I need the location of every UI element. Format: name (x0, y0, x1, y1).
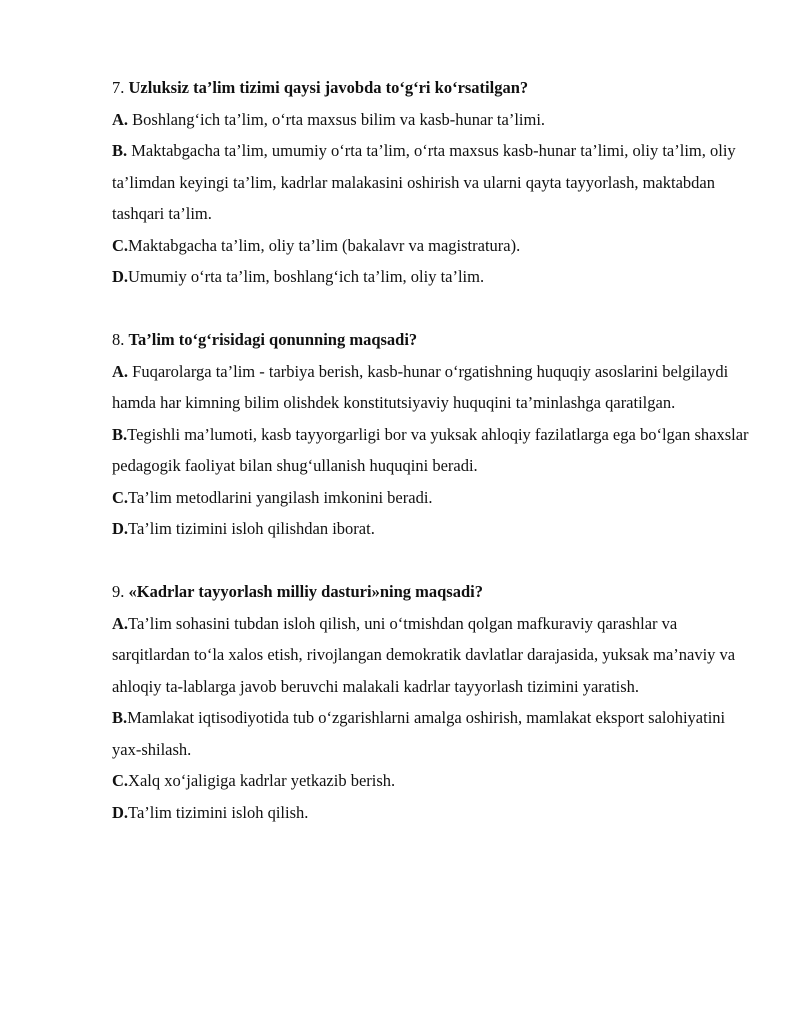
option-letter: A. (112, 361, 129, 381)
option-text: Maktabgacha ta’lim, umumiy o‘rta ta’lim, o‘rta maxsus kasb-hunar ta’limi, oliy ta’lim, oliy ta’limdan keyingi ta’lim, kadrlar malakasini oshirish va ularni qayta tayyorlash, maktabdan tashqari ta’lim. (112, 141, 736, 223)
question-number: 7. (112, 78, 125, 97)
option-letter: B. (112, 708, 128, 727)
question-title (112, 324, 752, 356)
option-text: Boshlang‘ich ta’lim, o‘rta maxsus bilim va kasb-hunar ta’limi. (132, 109, 546, 129)
question-text: Ta’lim to‘g‘risidagi qonunning maqsadi? (128, 330, 418, 349)
spacer (112, 293, 752, 325)
option-letter: B. (112, 424, 128, 444)
question-title (112, 72, 752, 104)
option-text: Mamlakat iqtisodiyotida tub o‘zgarishlarni amalga oshirish, mamlakat eksport salohiyatini yax-shilash. (112, 708, 726, 759)
document-page (112, 72, 752, 828)
option-d (112, 797, 752, 829)
question-8 (112, 324, 752, 545)
option-d (112, 513, 752, 545)
option-letter: B. (112, 141, 128, 160)
question-number: 9. (112, 582, 125, 601)
option-text: Umumiy o‘rta ta’lim, boshlang‘ich ta’lim, oliy ta’lim. (128, 267, 485, 286)
option-letter: D. (112, 267, 129, 286)
option-a (112, 356, 752, 419)
option-text: Ta’lim sohasini tubdan isloh qilish, uni o‘tmishdan qolgan mafkuraviy qarashlar va sarqitlardan to‘la xalos etish, rivojlangan demokratik davlatlar darajasida, yuksak ma’naviy va ahloqiy ta-lablarga javob beruvchi malakali kadrlar tayyorlash tizimini yaratish. (112, 613, 736, 696)
question-7 (112, 72, 752, 293)
option-text: Ta’lim metodlarini yangilash imkonini beradi. (128, 487, 433, 507)
option-letter: D. (112, 519, 129, 538)
question-title (112, 576, 752, 608)
option-letter: D. (112, 802, 129, 822)
option-b (112, 702, 752, 765)
option-text: Ta’lim tizimini isloh qilish. (128, 802, 309, 822)
option-c (112, 765, 752, 797)
option-text: Tegishli ma’lumoti, kasb tayyorgarligi bor va yuksak ahloqiy fazilatlarga ega bo‘lgan shaxslar pedagogik faoliyat bilan shug‘ullanish huquqini beradi. (112, 424, 749, 475)
option-c (112, 230, 752, 262)
question-9 (112, 576, 752, 828)
option-text: Xalq xo‘jaligiga kadrlar yetkazib berish. (128, 771, 396, 790)
question-text: «Kadrlar tayyorlash milliy dasturi»ning maqsadi? (128, 582, 483, 601)
option-text: Maktabgacha ta’lim, oliy ta’lim (bakalavr va magistratura). (128, 235, 521, 255)
option-letter: A. (112, 613, 129, 633)
question-text: Uzluksiz ta’lim tizimi qaysi javobda to‘g‘ri ko‘rsatilgan? (128, 78, 529, 97)
option-b (112, 135, 752, 230)
option-text: Fuqarolarga ta’lim - tarbiya berish, kasb-hunar o‘rgatishning huquqiy asoslarini belgilaydi hamda har kimning bilim olishdek konstitutsiyaviy huquqini ta’minlashga qaratilgan. (112, 361, 729, 412)
option-text: Ta’lim tizimini isloh qilishdan iborat. (128, 519, 375, 538)
option-d (112, 261, 752, 293)
option-a (112, 104, 752, 136)
option-letter: C. (112, 235, 129, 255)
option-b (112, 419, 752, 482)
spacer (112, 545, 752, 577)
option-c (112, 482, 752, 514)
option-letter: C. (112, 487, 129, 507)
option-letter: C. (112, 771, 129, 790)
option-letter: A. (112, 109, 129, 129)
option-a (112, 608, 752, 703)
question-number: 8. (112, 330, 125, 349)
